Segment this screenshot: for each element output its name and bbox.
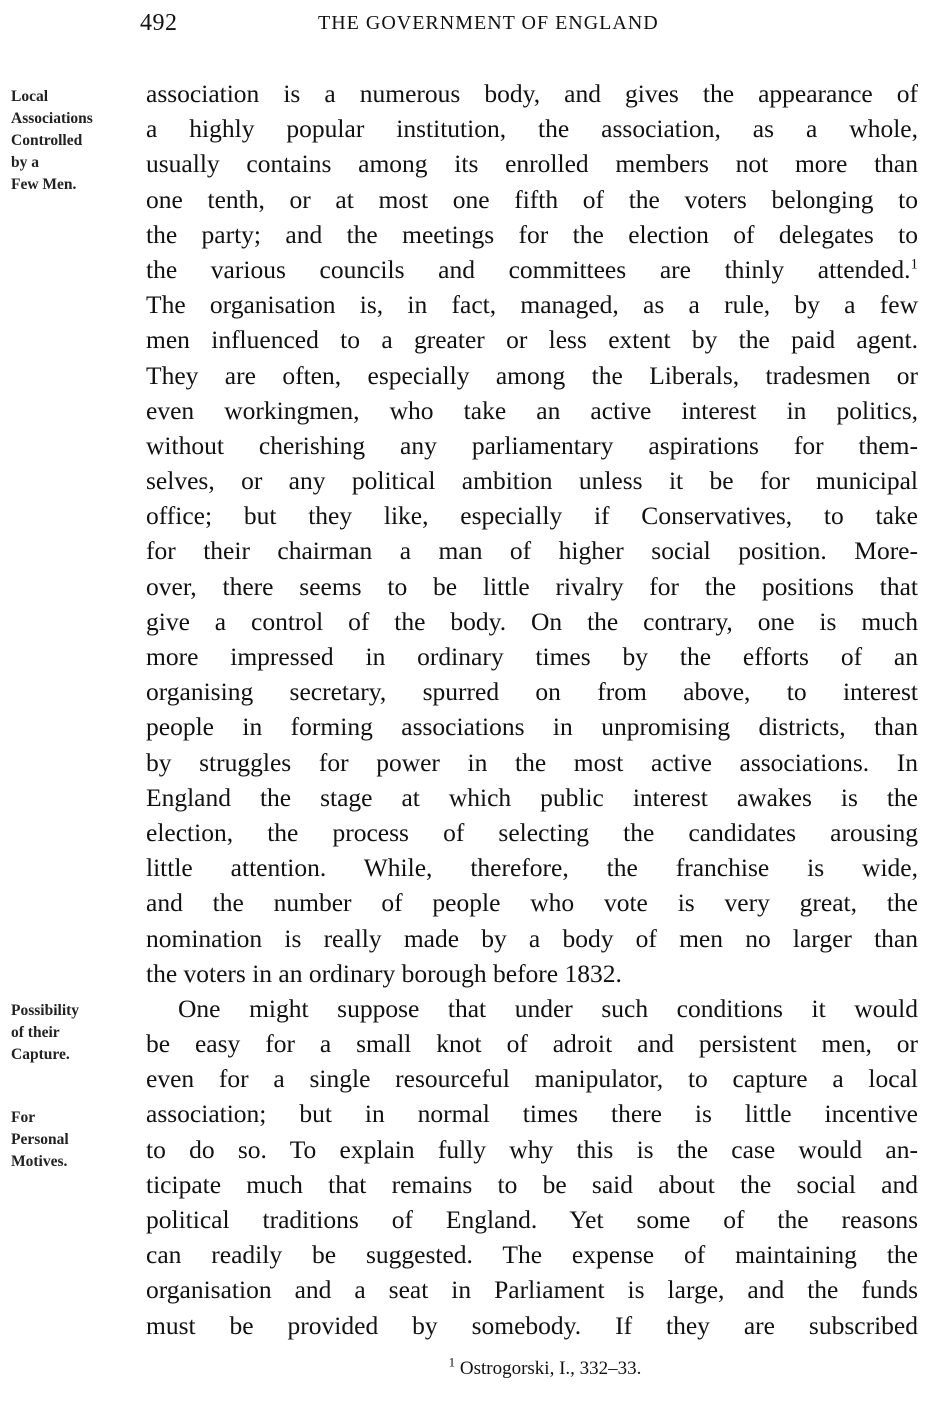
running-title: THE GOVERNMENT OF ENGLAND [318,12,659,34]
body-text [146,76,918,1343]
body-line: even for a single resourceful manipulator, to capture a local [146,1064,918,1094]
body-line: nomination is really made by a body of men no larger than [146,923,918,953]
body-line: One might suppose that under such conditions it would [178,993,918,1023]
body-line: give a control of the body. On the contrary, one is much [146,606,918,636]
body-line-text: the various councils and committees are thinly attended. [146,254,911,284]
body-line: election, the process of selecting the candidates arousing [146,817,918,847]
side-note-line: Possibility [11,1002,80,1019]
body-line: association is a numerous body, and gives the appearance of [146,79,918,108]
body-line: association; but in normal times there is little incentive [146,1099,918,1129]
body-line: over, there seems to be little rivalry for the positions that [146,571,918,601]
body-line: England the stage at which public interest awakes is the [146,782,918,812]
body-line: little attention. While, therefore, the franchise is wide, [146,853,918,883]
footnote [0,1354,952,1380]
side-note-line: Few Men. [11,176,77,193]
footnote-text: Ostrogorski, I., 332–33. [459,1358,642,1379]
side-note-line: of their [11,1024,60,1041]
footnote-reference: 1 [910,256,918,273]
body-line: and the number of people who vote is very great, the [146,888,918,918]
body-line: even workingmen, who take an active interest in politics, [146,395,918,425]
body-line: political traditions of England. Yet some of the reasons [146,1205,918,1234]
body-line: a highly popular institution, the association, as a whole, [146,114,918,144]
side-note-line: by a [11,154,39,171]
body-line: organising secretary, spurred on from above, to interest [146,677,918,707]
body-line: more impressed in ordinary times by the efforts of an [146,642,918,671]
side-note-line: Local [11,88,49,105]
body-line: without cherishing any parliamentary aspirations for them- [146,430,918,460]
footnote-marker: 1 [448,1354,456,1370]
body-line: The organisation is, in fact, managed, as a rule, by a few [146,290,918,320]
side-note-personal-motives [11,1107,141,1173]
body-line: usually contains among its enrolled members not more than [146,149,918,179]
body-line: the party; and the meetings for the election of delegates to [146,219,918,249]
side-note-line: Capture. [11,1046,70,1063]
body-line: organisation and a seat in Parliament is large, and the funds [146,1275,918,1305]
side-note-line: Motives. [11,1153,68,1170]
side-note-possibility-of-capture [11,1000,141,1066]
body-line: selves, or any political ambition unless it be for municipal [146,466,918,496]
body-line: ticipate much that remains to be said about the social and [146,1169,918,1199]
side-note-local-associations [11,86,141,196]
side-note-line: Controlled [11,132,83,149]
body-line: for their chairman a man of higher social position. More- [146,536,918,566]
body-line: office; but they like, especially if Conservatives, to take [146,501,918,531]
body-line: men influenced to a greater or less extent by the paid agent. [146,325,918,355]
body-line: one tenth, or at most one fifth of the voters belonging to [146,184,918,214]
side-note-line: Personal [11,1131,69,1148]
body-line: people in forming associations in unpromising districts, than [146,712,918,742]
body-line: be easy for a small knot of adroit and persistent men, or [146,1029,918,1059]
page-header [0,10,952,44]
body-line: to do so. To explain fully why this is the case would an- [146,1134,918,1164]
side-note-line: For [11,1109,36,1126]
page-number: 492 [140,10,178,36]
body-line: by struggles for power in the most active associations. In [146,747,918,777]
body-line: can readily be suggested. The expense of maintaining the [146,1240,918,1270]
side-note-line: Associations [11,110,93,127]
body-line: must be provided by somebody. If they are subscribed [146,1310,918,1340]
body-line-with-footnote [146,252,918,287]
body-line: the voters in an ordinary borough before 1832. [146,958,622,988]
body-line: They are often, especially among the Liberals, tradesmen or [146,360,918,390]
